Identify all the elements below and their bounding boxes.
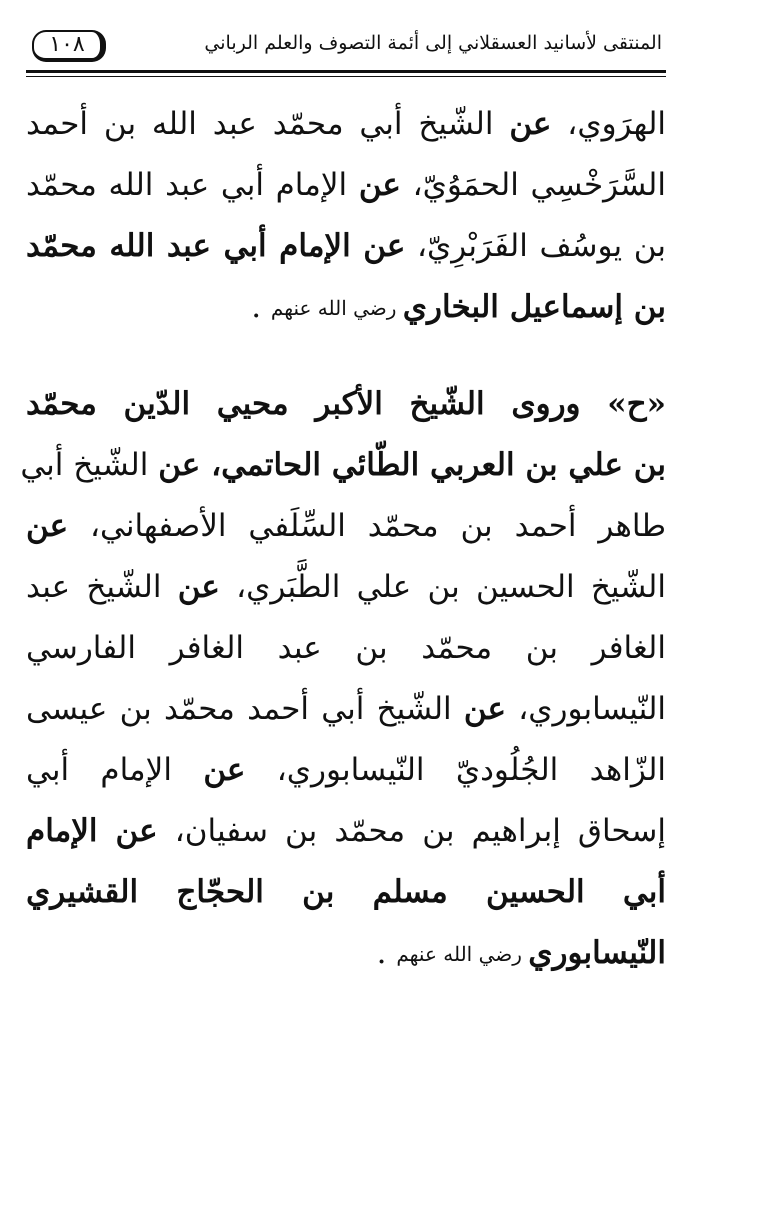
text-line (26, 740, 666, 801)
honorific: رضي الله عنهم (270, 296, 403, 320)
bold-segment: عن (203, 752, 246, 788)
text-segment: الشّيخ الحسين بن علي الطَّبَري، (219, 569, 666, 605)
text-segment: . (376, 935, 397, 971)
header-rule-thick (26, 70, 666, 73)
bold-segment: النّيسابوري (528, 935, 666, 971)
running-title: المنتقى لأسانيد العسقلاني إلى أئمة التصوف والعلم الرباني (204, 32, 662, 54)
text-line (26, 216, 666, 277)
text-segment: الغافر بن محمّد بن عبد الغافر الفارسي (26, 630, 666, 666)
bold-segment: بن إسماعيل البخاري (402, 289, 666, 325)
paragraph-gap (26, 338, 666, 374)
paragraph-2 (20, 374, 667, 984)
text-line (26, 679, 666, 740)
text-segment: الهرَوي، (551, 106, 666, 142)
bold-segment: عن الإمام أبي عبد الله محمّد (26, 228, 406, 264)
bold-segment: عن (26, 508, 69, 544)
bold-segment: وروى الشّيخ الأكبر محيي الدّين محمّد (26, 386, 581, 422)
bold-segment: «ح» (580, 386, 666, 422)
text-segment: النّيسابوري، (506, 691, 666, 727)
page-number-badge (32, 30, 106, 62)
page-number: ١٠٨ (49, 32, 85, 57)
text-segment: . (251, 289, 271, 325)
text-line (26, 496, 666, 557)
text-line (26, 374, 666, 435)
text-line (26, 618, 666, 679)
text-segment: طاهر أحمد بن محمّد السِّلَفي الأصفهاني، (68, 508, 666, 544)
text-segment: الإمام أبي (26, 752, 204, 788)
text-segment: بن يوسُف الفَرَبْرِيّ، (405, 228, 667, 264)
bold-segment: أبي الحسين مسلم بن الحجّاج القشيري (26, 874, 666, 910)
text-line (20, 435, 666, 496)
text-line (26, 862, 666, 923)
page-header (26, 26, 666, 74)
honorific: رضي الله عنهم (396, 942, 529, 966)
text-line (26, 923, 666, 984)
bold-segment: عن الإمام (26, 813, 158, 849)
text-line (26, 801, 666, 862)
text-line (26, 277, 666, 338)
bold-segment: عن (158, 447, 201, 483)
text-segment: إسحاق إبراهيم بن محمّد بن سفيان، (157, 813, 666, 849)
text-segment: الزّاهد الجُلُوديّ النّيسابوري، (245, 752, 667, 788)
bold-segment: بن علي بن العربي الطّائي الحاتمي، (200, 447, 666, 483)
text-segment: السَّرَخْسِي الحمَوُيّ، (400, 167, 666, 203)
body-text (20, 94, 667, 984)
bold-segment: عن (177, 569, 220, 605)
text-segment: الشّيخ أبي محمّد عبد الله بن أحمد (26, 106, 510, 142)
text-segment: الشّيخ أبي أحمد محمّد بن عيسى (26, 691, 464, 727)
bold-segment: عن (358, 167, 401, 203)
text-line (26, 557, 666, 618)
text-line (26, 155, 666, 216)
bold-segment: عن (509, 106, 552, 142)
text-segment: الشّيخ أبي (20, 447, 159, 483)
paragraph-1 (26, 94, 666, 338)
header-rule-thin (26, 76, 666, 77)
bold-segment: عن (463, 691, 507, 727)
text-segment: الشّيخ عبد (26, 569, 178, 605)
text-line (26, 94, 666, 155)
text-segment: الإمام أبي عبد الله محمّد (26, 167, 359, 203)
